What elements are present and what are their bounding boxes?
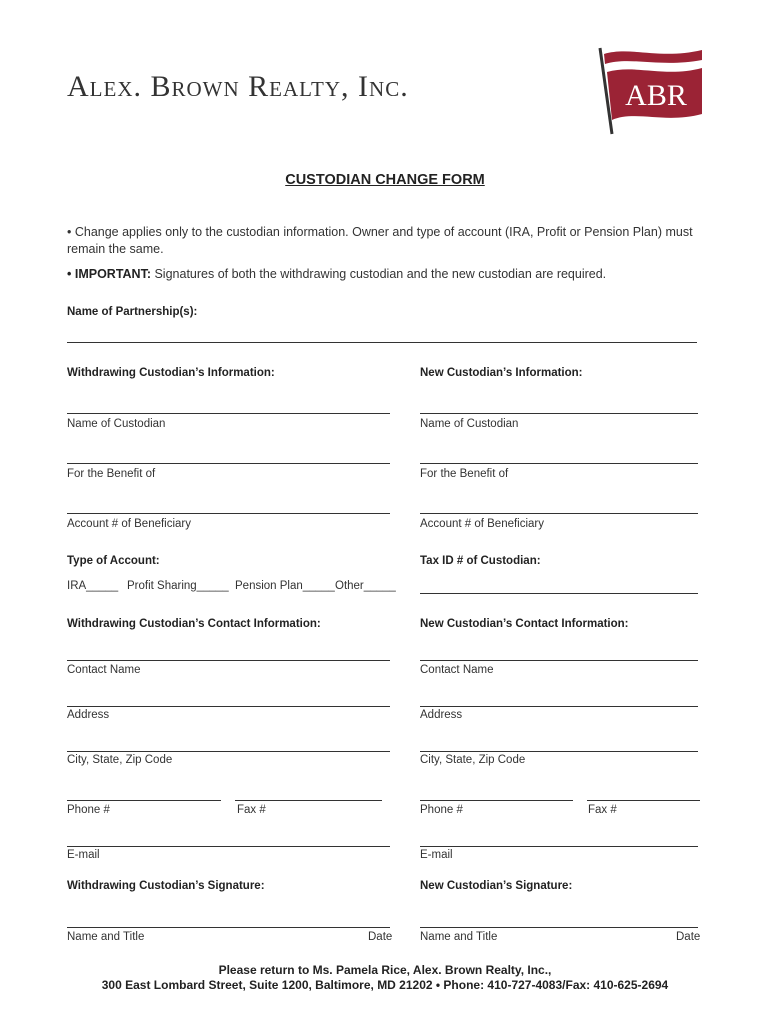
new-contact-name-line[interactable] bbox=[420, 660, 698, 661]
type-ira-option[interactable]: IRA_____ bbox=[67, 580, 119, 592]
withdrawing-account-line[interactable] bbox=[67, 513, 390, 514]
withdrawing-name-title-label: Name and Title bbox=[67, 931, 145, 943]
new-address-line[interactable] bbox=[420, 706, 698, 707]
type-of-account-header: Type of Account: bbox=[67, 555, 160, 567]
new-name-label: Name of Custodian bbox=[420, 418, 519, 430]
new-name-line[interactable] bbox=[420, 413, 698, 414]
new-phone-line[interactable] bbox=[420, 800, 573, 801]
footer-address-line: 300 East Lombard Street, Suite 1200, Baltimore, MD 21202 • Phone: 410-727-4083/Fax: 410-625-2694 bbox=[101, 978, 669, 992]
withdrawing-fax-label: Fax # bbox=[237, 804, 266, 816]
withdrawing-phone-line[interactable] bbox=[67, 800, 221, 801]
withdrawing-contact-name-label: Contact Name bbox=[67, 664, 141, 676]
new-benefit-label: For the Benefit of bbox=[420, 468, 509, 480]
new-signature-header: New Custodian’s Signature: bbox=[420, 880, 573, 892]
new-phone-label: Phone # bbox=[420, 804, 463, 816]
tax-id-header: Tax ID # of Custodian: bbox=[420, 555, 541, 567]
withdrawing-info-header: Withdrawing Custodian’s Information: bbox=[67, 367, 275, 379]
withdrawing-benefit-label: For the Benefit of bbox=[67, 468, 156, 480]
withdrawing-phone-label: Phone # bbox=[67, 804, 110, 816]
important-label: • IMPORTANT: bbox=[67, 267, 151, 281]
new-date-label: Date bbox=[676, 931, 701, 943]
withdrawing-contact-header: Withdrawing Custodian’s Contact Information: bbox=[67, 618, 321, 630]
new-fax-label: Fax # bbox=[588, 804, 617, 816]
bullet-change-applies: • Change applies only to the custodian information. Owner and type of account (IRA, Profit or Pension Plan) must remain the same. bbox=[67, 225, 693, 256]
withdrawing-contact-name-line[interactable] bbox=[67, 660, 390, 661]
abr-flag-logo bbox=[590, 42, 710, 137]
company-name: Alex. Brown Realty, Inc. bbox=[67, 70, 409, 103]
important-text: Signatures of both the withdrawing custodian and the new custodian are required. bbox=[151, 267, 607, 281]
withdrawing-email-label: E-mail bbox=[67, 849, 100, 861]
partnership-label: Name of Partnership(s): bbox=[67, 306, 198, 318]
withdrawing-signature-line[interactable] bbox=[67, 927, 390, 928]
withdrawing-signature-header: Withdrawing Custodian’s Signature: bbox=[67, 880, 265, 892]
new-email-label: E-mail bbox=[420, 849, 453, 861]
new-address-label: Address bbox=[420, 709, 463, 721]
new-fax-line[interactable] bbox=[587, 800, 700, 801]
withdrawing-name-label: Name of Custodian bbox=[67, 418, 166, 430]
withdrawing-account-label: Account # of Beneficiary bbox=[67, 518, 192, 530]
withdrawing-benefit-line[interactable] bbox=[67, 463, 390, 464]
logo-text: ABR bbox=[625, 79, 687, 112]
withdrawing-email-line[interactable] bbox=[67, 846, 390, 847]
form-title: CUSTODIAN CHANGE FORM bbox=[285, 172, 485, 188]
type-pension-plan-option[interactable]: Pension Plan_____ bbox=[235, 580, 335, 592]
new-city-line[interactable] bbox=[420, 751, 698, 752]
tax-id-line[interactable] bbox=[420, 593, 698, 594]
withdrawing-city-line[interactable] bbox=[67, 751, 390, 752]
new-contact-header: New Custodian’s Contact Information: bbox=[420, 618, 629, 630]
withdrawing-fax-line[interactable] bbox=[235, 800, 382, 801]
new-account-line[interactable] bbox=[420, 513, 698, 514]
new-signature-line[interactable] bbox=[420, 927, 698, 928]
new-contact-name-label: Contact Name bbox=[420, 664, 494, 676]
withdrawing-address-label: Address bbox=[67, 709, 110, 721]
new-benefit-line[interactable] bbox=[420, 463, 698, 464]
withdrawing-date-label: Date bbox=[368, 931, 393, 943]
withdrawing-address-line[interactable] bbox=[67, 706, 390, 707]
new-email-line[interactable] bbox=[420, 846, 698, 847]
new-info-header: New Custodian’s Information: bbox=[420, 367, 583, 379]
type-other-option[interactable]: Other_____ bbox=[335, 580, 396, 592]
new-city-label: City, State, Zip Code bbox=[420, 754, 526, 766]
new-name-title-label: Name and Title bbox=[420, 931, 498, 943]
type-profit-sharing-option[interactable]: Profit Sharing_____ bbox=[127, 580, 229, 592]
partnership-input-line[interactable] bbox=[67, 342, 697, 343]
withdrawing-city-label: City, State, Zip Code bbox=[67, 754, 173, 766]
footer-return-line: Please return to Ms. Pamela Rice, Alex. Brown Realty, Inc., bbox=[218, 963, 552, 977]
new-account-label: Account # of Beneficiary bbox=[420, 518, 545, 530]
withdrawing-name-line[interactable] bbox=[67, 413, 390, 414]
bullet-important bbox=[67, 266, 697, 283]
